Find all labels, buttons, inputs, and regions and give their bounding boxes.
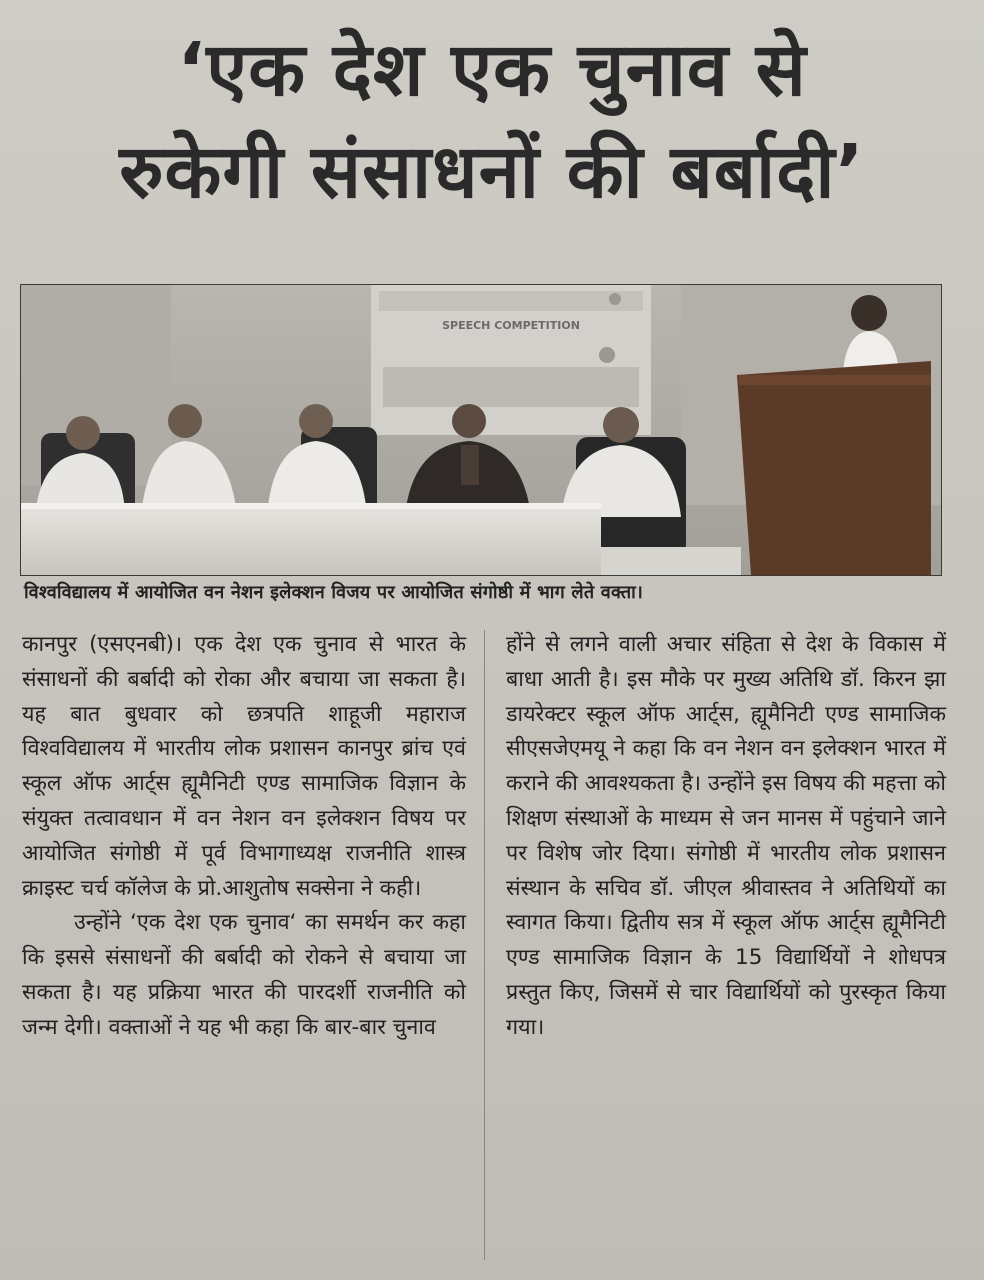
headline (20, 18, 964, 222)
headline-line-2: रुकेगी संसाधनों की बर्बादी’ (119, 129, 865, 215)
article-column-left (22, 628, 466, 1046)
column-divider (484, 630, 485, 1260)
headline-line-1: ‘एक देश एक चुनाव से (177, 27, 807, 113)
podium (737, 361, 931, 575)
article-paragraph: उन्होंने ‘एक देश एक चुनाव‘ का समर्थन कर कहा कि इससे संसाधनों की बर्बादी को रोकने से बचाया जा सकता है। यह प्रक्रिया भारत की पारदर्शी राजनीति को जन्म देगी। वक्ताओं ने यह भी कहा कि बार-बार चुनाव (22, 910, 466, 1040)
stage-table (21, 505, 601, 575)
article-paragraph: कानपुर (एसएनबी)। एक देश एक चुनाव से भारत के संसाधनों की बर्बादी को रोका और बचाया जा सकता है। यह बात बुधवार को छत्रपति शाहूजी महाराज विश्वविद्यालय में भारतीय लोक प्रशासन कानपुर ब्रांच एवं स्कूल ऑफ आर्ट्स ह्यूमैनिटी एण्ड सामाजिक विज्ञान के संयुक्त तत्वावधान में वन नेशन वन इलेक्शन विषय पर आयोजित संगोष्ठी में पूर्व विभागाध्यक्ष राजनीति शास्त्र क्राइस्ट चर्च कॉलेज के प्रो.आशुतोष सक्सेना ने कही। (22, 632, 466, 901)
banner-text: SPEECH COMPETITION (442, 319, 580, 332)
seminar-stage-photo (21, 285, 941, 575)
article-column-right (506, 628, 946, 1046)
news-photo (20, 284, 942, 576)
article-paragraph: होंने से लगने वाली अचार संहिता से देश के विकास में बाधा आती है। इस मौके पर मुख्य अतिथि डॉ. किरन झा डायरेक्टर स्कूल ऑफ आर्ट्स, ह्यूमैनिटी एण्ड सामाजिक सीएसजेएमयू ने कहा कि वन नेशन वन इलेक्शन भारत में कराने की आवश्यकता है। उन्होंने इस विषय की महत्ता को शिक्षण संस्थाओं के माध्यम से जन मानस में पहुंचाने जाने पर विशेष जोर दिया। संगोष्ठी में भारतीय लोक प्रशासन संस्थान के सचिव डॉ. जीएल श्रीवास्तव ने अतिथियों का स्वागत किया। द्वितीय सत्र में स्कूल ऑफ आर्ट्स ह्यूमैनिटी एण्ड सामाजिक विज्ञान के 15 विद्यार्थियों ने शोधपत्र प्रस्तुत किए, जिसमें से चार विद्यार्थियों को पुरस्कृत किया गया। (506, 632, 946, 1040)
photo-caption: विश्वविद्यालय में आयोजित वन नेशन इलेक्शन विजय पर आयोजित संगोष्ठी में भाग लेते वक्ता। (24, 582, 643, 603)
